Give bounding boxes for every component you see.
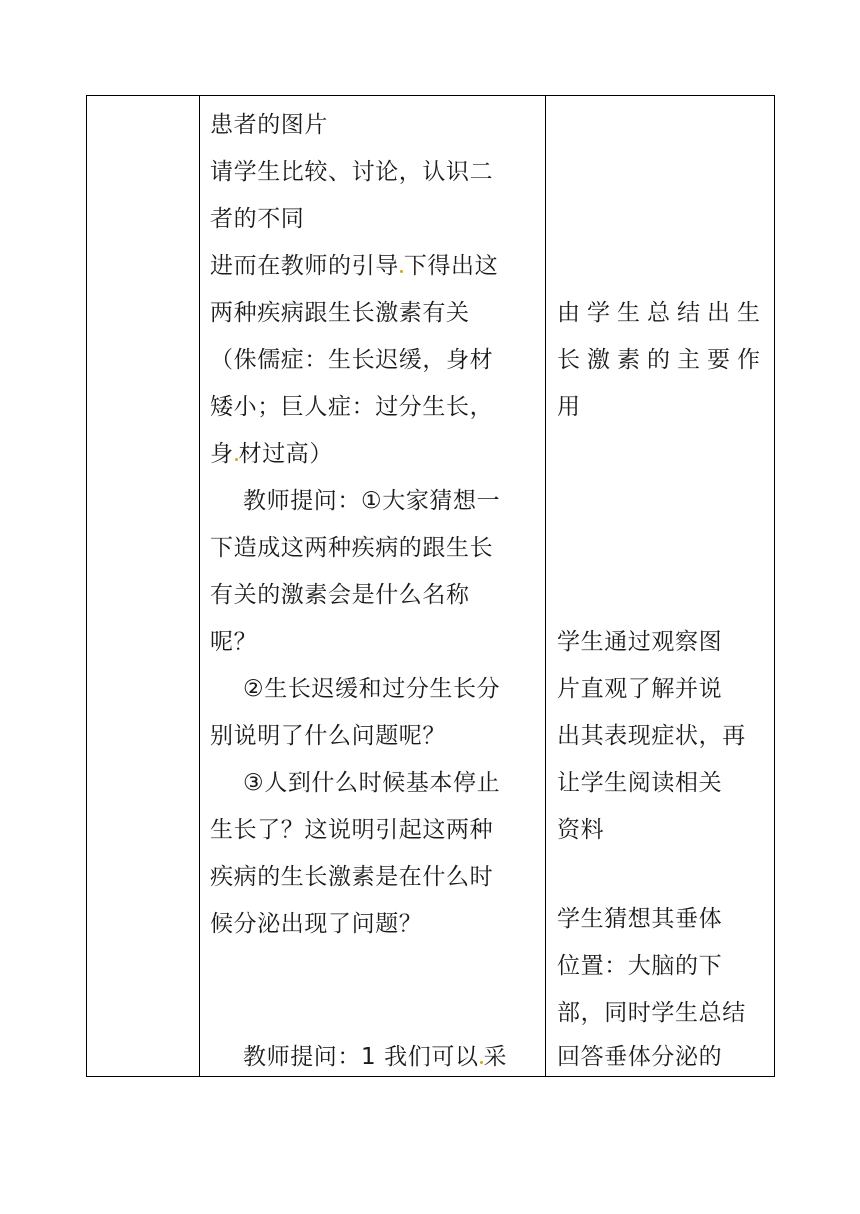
student-text-line: 让学生阅读相关 [557, 770, 723, 796]
student-text-line: 用 [557, 394, 581, 420]
student-text-line: 回答垂体分泌的 [557, 1044, 723, 1070]
student-text-line: 学生通过观察图 [557, 629, 723, 655]
mark-dot [400, 270, 403, 273]
student-text-line: 长激素的主要作 [557, 347, 767, 373]
mark-dot [480, 1061, 483, 1064]
teacher-question-line: ②生长迟缓和过分生长分 [243, 676, 501, 702]
column-divider-2 [545, 96, 546, 1076]
student-text-line: 学生猜想其垂体 [557, 906, 723, 932]
teacher-text-line: 患者的图片 [210, 112, 328, 138]
teacher-text-line: 身 材过高） [210, 441, 334, 467]
teacher-text-line: 矮小；巨人症：过分生长， [210, 394, 494, 420]
teacher-text-line: 疾病的生长激素是在什么时 [210, 864, 494, 890]
student-text-line: 位置：大脑的下 [557, 953, 723, 979]
teacher-text-line: 候分泌出现了问题？ [210, 911, 423, 937]
teacher-text-line: 两种疾病跟生长激素有关 [210, 300, 470, 326]
teacher-text-line: 别说明了什么问题呢？ [210, 723, 446, 749]
teacher-text-line: 生长了？这说明引起这两种 [210, 817, 494, 843]
student-text-line: 部，同时学生总结 [557, 1000, 746, 1026]
student-text-line: 由学生总结出生 [557, 300, 767, 326]
teacher-text-line: 请学生比较、讨论，认识二 [210, 159, 494, 185]
teacher-text-line: 进而在教师的引导 下得出这 [210, 253, 499, 279]
teacher-question-line: ③人到什么时候基本停止 [243, 770, 501, 796]
student-text-line: 出其表现症状，再 [557, 723, 746, 749]
teacher-text-line: 呢？ [210, 629, 258, 655]
teacher-question-line: 教师提问：①大家猜想一 [243, 488, 501, 514]
student-text-line: 片直观了解并说 [557, 676, 723, 702]
lesson-plan-table [86, 95, 775, 1077]
teacher-text-line: 下造成这两种疾病的跟生长 [210, 535, 494, 561]
student-text-line: 资料 [557, 817, 605, 843]
teacher-text-line: 者的不同 [210, 206, 305, 232]
teacher-text-line: （侏儒症：生长迟缓，身材 [210, 347, 494, 373]
column-divider-1 [199, 96, 200, 1076]
teacher-text-line: 有关的激素会是什么名称 [210, 582, 470, 608]
mark-dot [235, 458, 238, 461]
teacher-question-line: 教师提问：1 我们可以 采 [243, 1044, 508, 1070]
